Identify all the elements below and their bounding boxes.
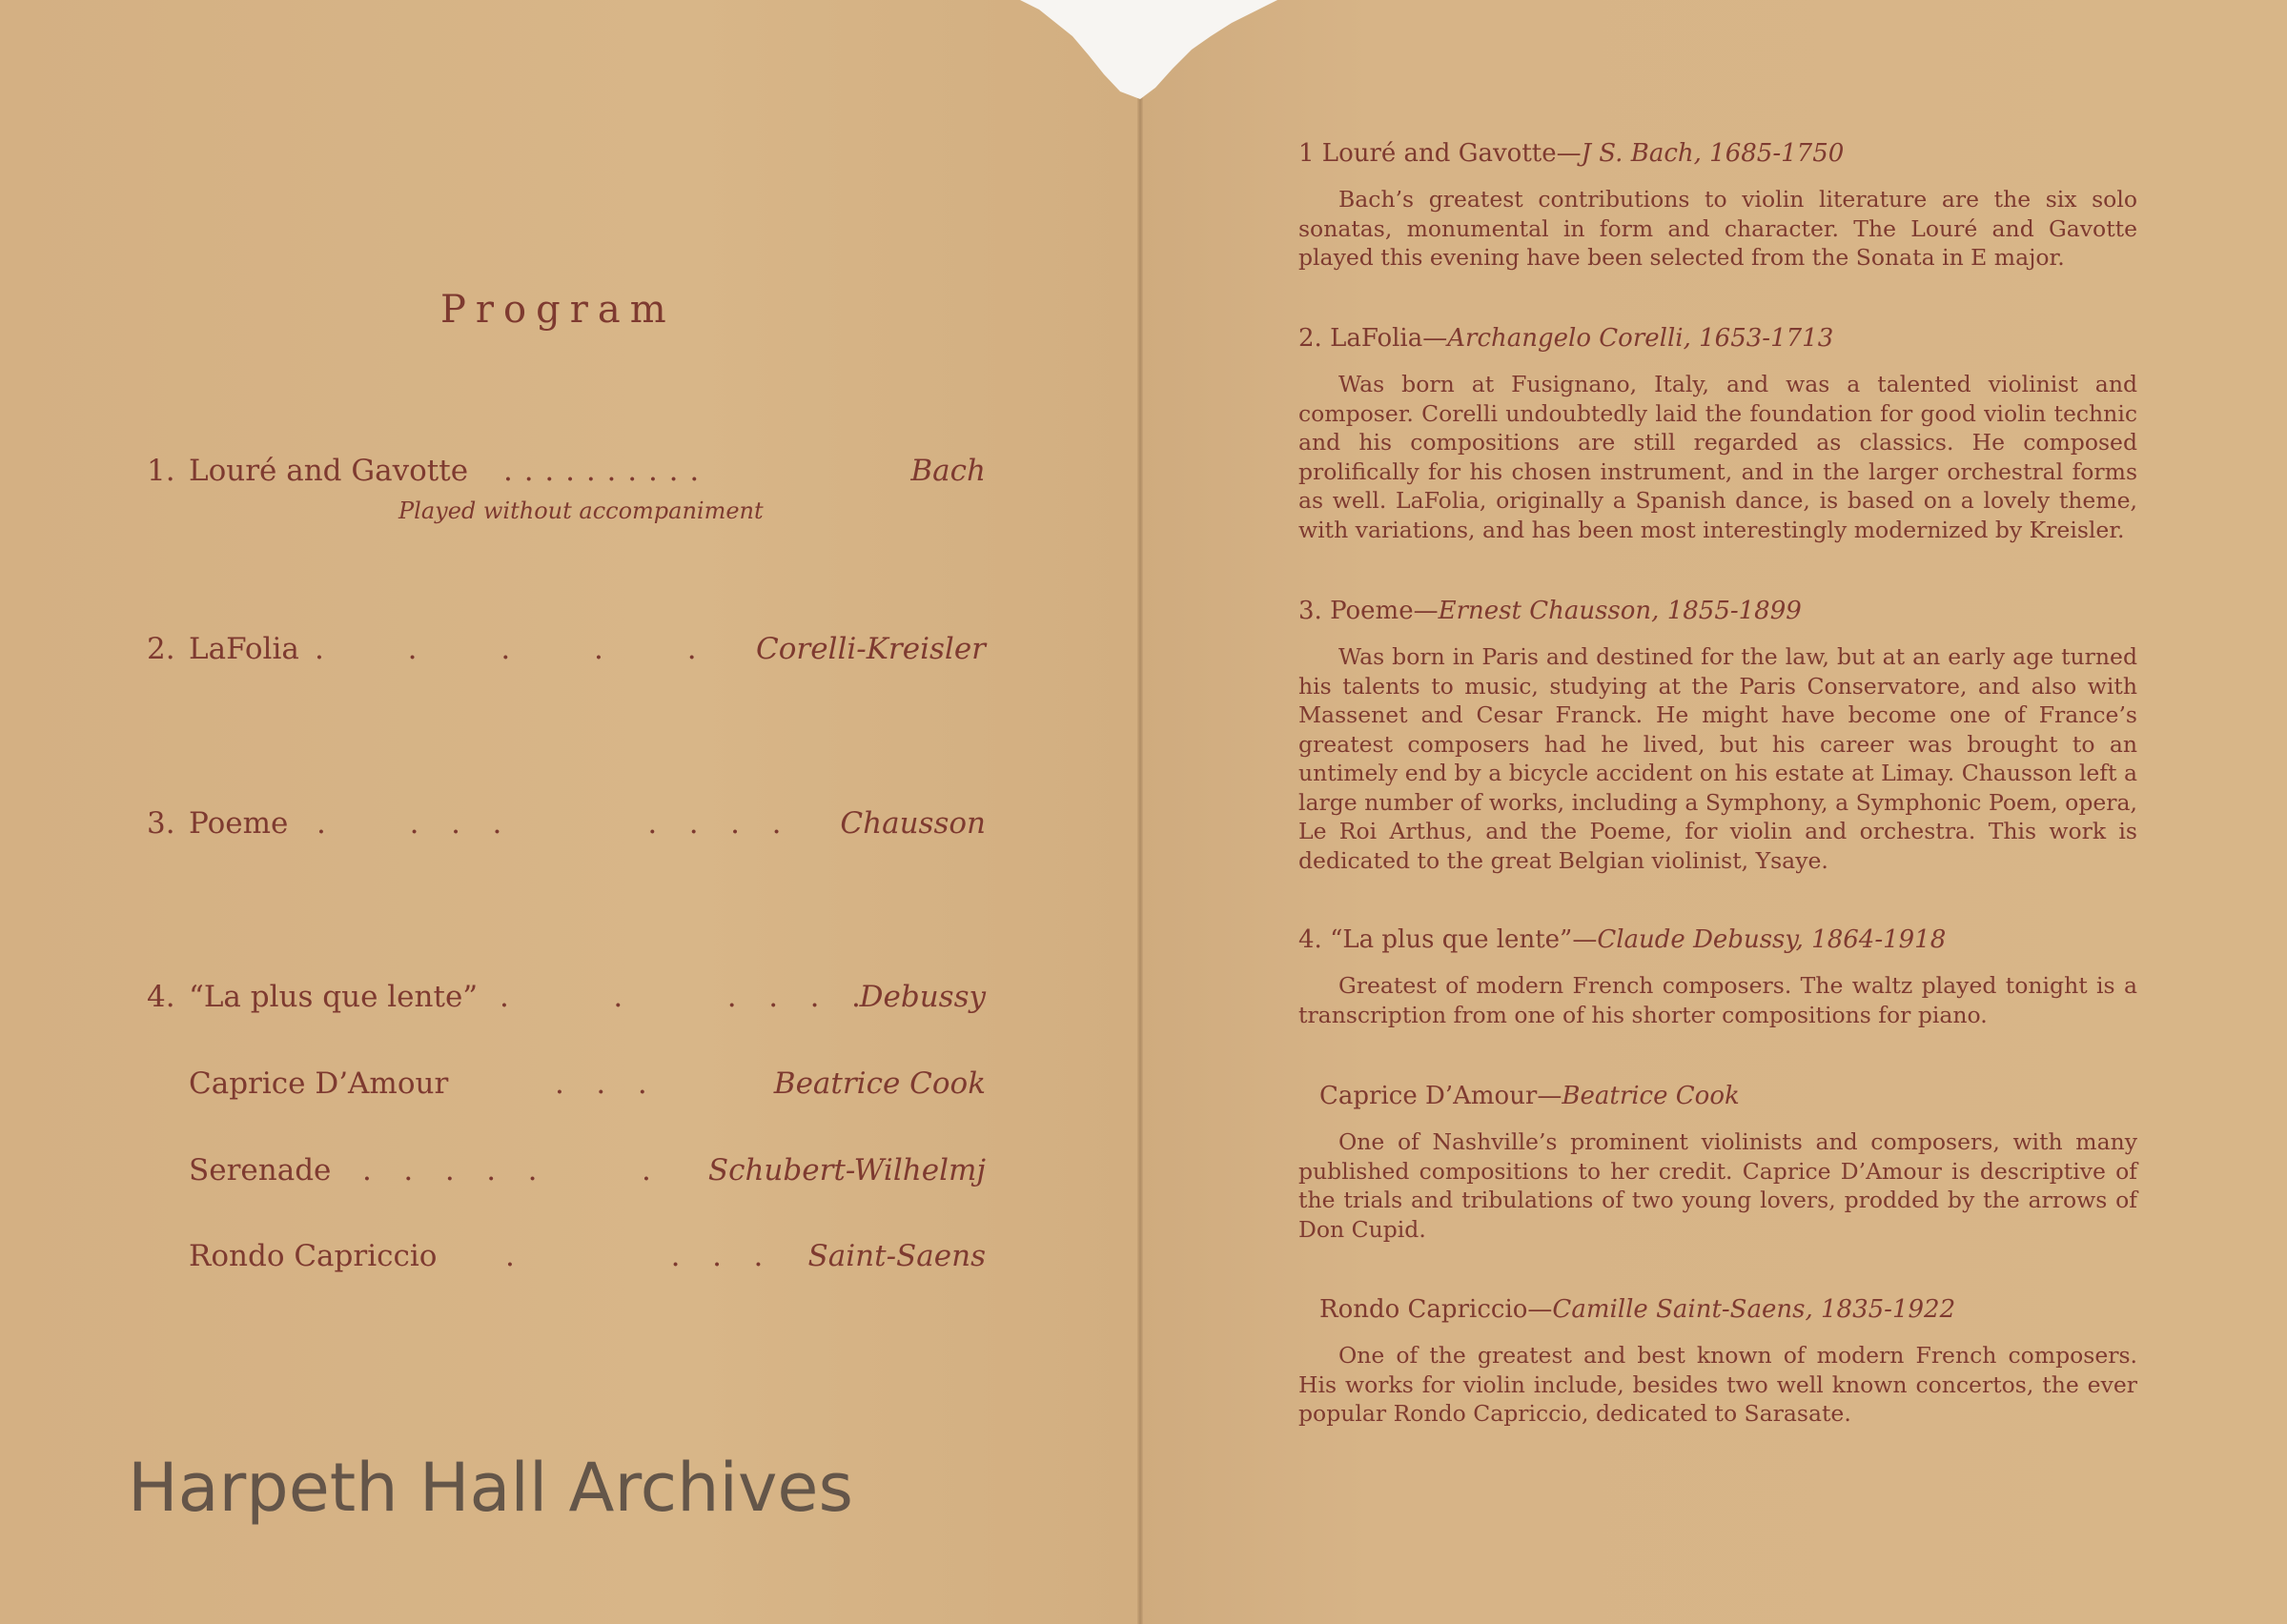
composer-name: Beatrice Cook bbox=[773, 1066, 986, 1101]
leader-dots: . . . . . . bbox=[500, 980, 862, 1014]
composer-name: Saint-Saens bbox=[807, 1239, 986, 1273]
leader-dots: . . . . bbox=[505, 1239, 765, 1273]
program-note bbox=[1298, 1082, 2137, 1244]
program-item bbox=[147, 1239, 986, 1283]
program-item bbox=[147, 454, 986, 497]
note-heading: Rondo Capriccio—Camille Saint-Saens, 1835-1922 bbox=[1319, 1295, 1956, 1324]
archive-watermark: Harpeth Hall Archives bbox=[128, 1449, 853, 1527]
composer-name: Schubert-Wilhelmj bbox=[707, 1153, 986, 1188]
piece-title: Poeme bbox=[189, 806, 289, 841]
note-text: Was born at Fusignano, Italy, and was a talented violinist and composer. Corelli undoubtedly laid the foundation for good violin technic and his compositions are still regarded as classics. He composed prolifically for his chosen instrument, and in the larger orchestral forms as well. LaFolia, originally a Spanish dance, is based on a lovely theme, with variations, and has been most interestingly modernized by Kreisler. bbox=[1298, 371, 2137, 543]
item-number: 1. bbox=[147, 454, 175, 488]
note-heading: 4. “La plus que lente”—Claude Debussy, 1864-1918 bbox=[1298, 925, 1947, 954]
composer-name: Corelli-Kreisler bbox=[756, 632, 986, 666]
program-note bbox=[1298, 1295, 2137, 1429]
program-note bbox=[1298, 139, 2137, 273]
piece-title: “La plus que lente” bbox=[189, 980, 479, 1014]
note-text: Was born in Paris and destined for the law, but at an early age turned his talents to music, studying at the Paris Conservatore, and also with Massenet and Cesar Franck. He might have become one of France’s greatest composers had he lived, but his career was brought to an untimely end by a bicycle accident on his estate at Limay. Chausson left a large number of works, including a Symphony, a Symphonic Poem, opera, Le Roi Arthus, and the Poeme, for violin and orchestra. This work is dedicated to the great Belgian violinist, Ysaye. bbox=[1298, 643, 2137, 874]
program-item bbox=[147, 980, 986, 1024]
item-number: 4. bbox=[147, 980, 175, 1014]
program-note bbox=[1298, 324, 2137, 544]
note-text: One of Nashville’s prominent violinists and composers, with many published compositions to her credit. Caprice D’Amour is descriptive of the trials and tribulations of two young lovers, prodded by the arrows of Don Cupid. bbox=[1298, 1128, 2137, 1243]
torn-paper-edge bbox=[1020, 0, 1277, 105]
program-item bbox=[147, 1153, 986, 1197]
note-heading: 3. Poeme—Ernest Chausson, 1855-1899 bbox=[1298, 597, 1802, 625]
program-item bbox=[147, 632, 986, 676]
composer-name: Debussy bbox=[859, 980, 986, 1014]
piece-title: LaFolia bbox=[189, 632, 299, 666]
leader-dots: . . . . . bbox=[315, 632, 698, 666]
program-note bbox=[1298, 925, 2137, 1029]
item-number: 2. bbox=[147, 632, 175, 666]
piece-title: Louré and Gavotte bbox=[189, 454, 469, 488]
center-fold bbox=[1137, 0, 1143, 1624]
program-item bbox=[147, 1066, 986, 1110]
item-number: 3. bbox=[147, 806, 175, 841]
piece-title: Rondo Capriccio bbox=[189, 1239, 438, 1273]
note-text: Greatest of modern French composers. The waltz played tonight is a transcription from one of his shorter compositions for piano. bbox=[1298, 972, 2137, 1028]
leader-dots: . . . . . . bbox=[362, 1153, 652, 1188]
performance-note: Played without accompaniment bbox=[398, 497, 764, 524]
composer-name: Bach bbox=[910, 454, 986, 488]
note-text: Bach’s greatest contributions to violin literature are the six solo sonatas, monumental in form and character. The Louré and Gavotte played this evening have been selected from the Sonata in E major. bbox=[1298, 186, 2137, 271]
leader-dots: . . . . . . . . . . bbox=[503, 454, 701, 488]
note-heading: 2. LaFolia—Archangelo Corelli, 1653-1713 bbox=[1298, 324, 1834, 353]
leader-dots: . . . bbox=[555, 1066, 648, 1101]
program-item bbox=[147, 806, 986, 850]
program-note bbox=[1298, 597, 2137, 875]
piece-title: Caprice D’Amour bbox=[189, 1066, 449, 1101]
composer-name: Chausson bbox=[840, 806, 986, 841]
note-text: One of the greatest and best known of modern French composers. His works for violin include, besides two well known concertos, the ever popular Rondo Capriccio, dedicated to Sarasate. bbox=[1298, 1342, 2137, 1427]
note-heading: Caprice D’Amour—Beatrice Cook bbox=[1319, 1082, 1740, 1110]
piece-title: Serenade bbox=[189, 1153, 332, 1188]
program-title: Program bbox=[440, 288, 676, 332]
leader-dots: . . . . . . . . bbox=[317, 806, 783, 841]
note-heading: 1 Louré and Gavotte—J S. Bach, 1685-1750 bbox=[1298, 139, 1845, 168]
